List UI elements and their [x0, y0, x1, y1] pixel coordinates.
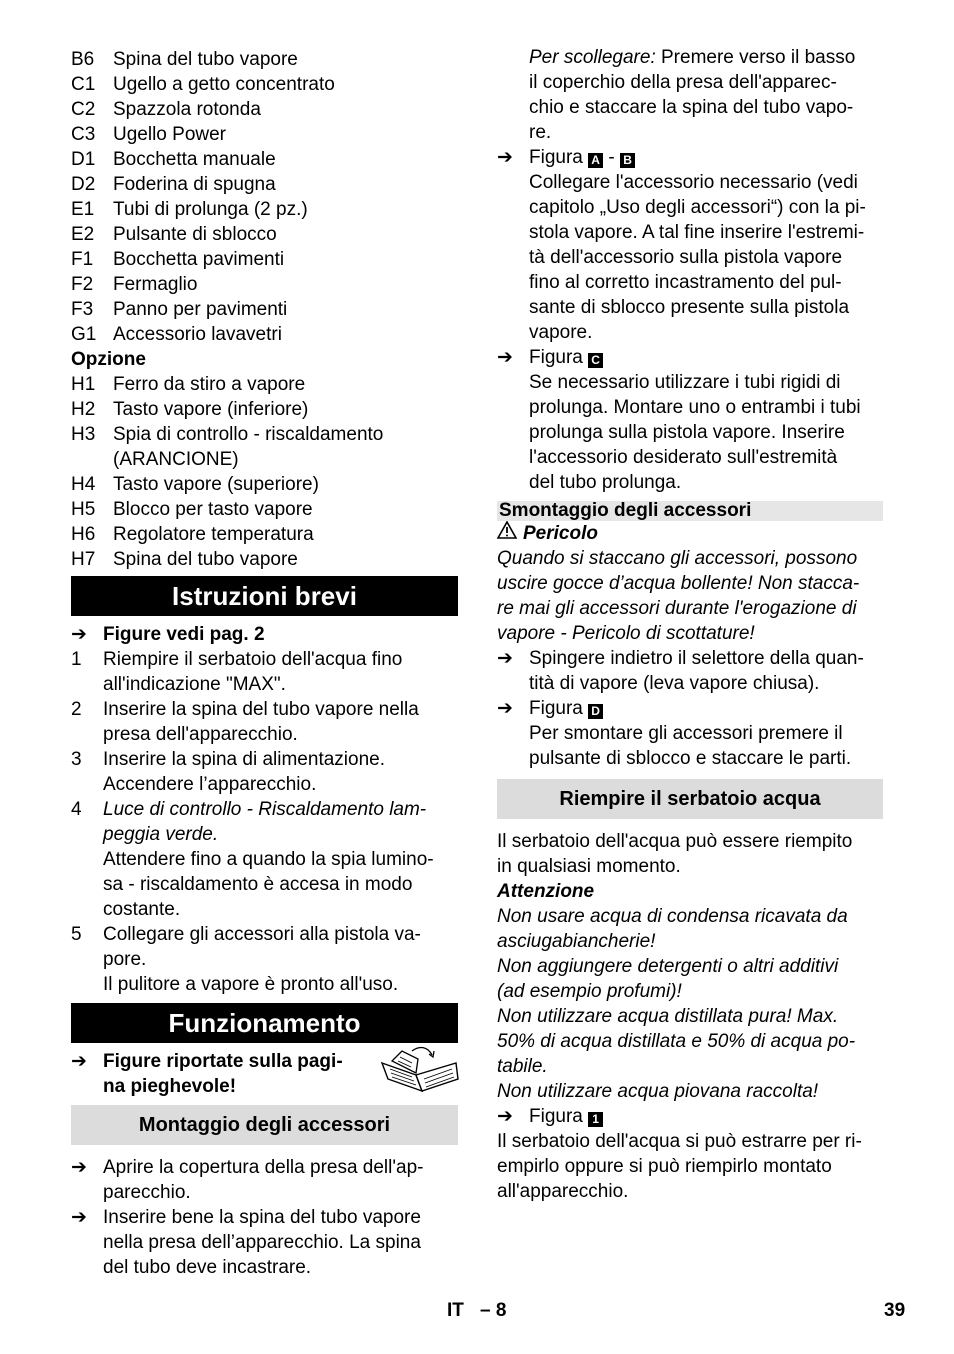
item-body — [113, 422, 383, 472]
item-label: Ugello Power — [113, 124, 226, 145]
item-code: H6 — [71, 524, 96, 545]
footer-local-page: – 8 — [480, 1300, 507, 1321]
list-item — [71, 322, 458, 347]
danger-line: vapore - Pericolo di scottature! — [497, 623, 755, 644]
push-line-2: tità di vapore (leva vapore chiusa). — [529, 673, 820, 694]
figure-key-1: 1 — [588, 1112, 603, 1127]
disconnect-line-1: Premere verso il basso — [655, 47, 856, 68]
parts-list — [71, 47, 458, 347]
list-item — [71, 547, 458, 572]
fill-line-1: Il serbatoio dell'acqua può essere riempito — [497, 831, 853, 852]
item-label: Bocchetta manuale — [113, 149, 276, 170]
figure-key-a: A — [588, 153, 603, 168]
attention-line: Non aggiungere detergenti o altri additivi — [497, 956, 839, 977]
step-number: 2 — [71, 699, 82, 720]
quick-instructions-heading: Istruzioni brevi — [71, 576, 458, 616]
item-label: Spia di controllo - riscaldamento — [113, 424, 384, 445]
arrow-icon: ➔ — [497, 648, 513, 669]
item-label: Accessorio lavavetri — [113, 324, 282, 345]
item-body — [113, 197, 308, 222]
item-code: H4 — [71, 474, 96, 495]
fill-tank-heading: Riempire il serbatoio acqua — [497, 779, 883, 819]
list-item — [71, 222, 458, 247]
attention-line: Non usare acqua di condensa ricavata da — [497, 906, 848, 927]
list-item — [71, 97, 458, 122]
option-heading: Opzione — [71, 349, 146, 370]
tube-line: prolunga sulla pistola vapore. Inserire — [529, 422, 845, 443]
tube-line: del tubo prolunga. — [529, 472, 682, 493]
step4-text-2: sa - riscaldamento è accesa in modo — [103, 874, 413, 895]
danger-line: uscire gocce d’acqua bollente! Non stacca- — [497, 573, 860, 594]
figure-word: Figura — [529, 1106, 583, 1127]
arrow-icon: ➔ — [71, 1051, 87, 1072]
option-list — [71, 372, 458, 572]
left-column — [71, 47, 458, 1280]
step-line: Accendere l’apparecchio. — [103, 774, 317, 795]
figure-word: Figura — [529, 147, 583, 168]
list-item — [71, 272, 458, 297]
dismount-line-1: Per smontare gli accessori premere il — [529, 723, 843, 744]
item-label: Blocco per tasto vapore — [113, 499, 313, 520]
attention-line: Non utilizzare acqua piovana raccolta! — [497, 1081, 819, 1102]
item-body — [113, 297, 287, 322]
disconnect-line-2: il coperchio della presa dell'apparec- — [529, 72, 837, 93]
fold-line-2: na pieghevole! — [103, 1076, 237, 1097]
tube-line: Se necessario utilizzare i tubi rigidi di — [529, 372, 841, 393]
item-label: Pulsante di sblocco — [113, 224, 277, 245]
arrow-icon: ➔ — [71, 624, 87, 645]
list-item — [71, 72, 458, 97]
connect-line: vapore. — [529, 322, 593, 343]
item-body — [113, 172, 276, 197]
mount-item — [71, 1205, 458, 1280]
danger-label: Pericolo — [523, 523, 598, 544]
push-line-1: Spingere indietro il selettore della quan- — [529, 648, 864, 669]
danger-line: Quando si staccano gli accessori, possono — [497, 548, 858, 569]
dismount-line-2: pulsante di sblocco e staccare le parti. — [529, 748, 852, 769]
item-code: G1 — [71, 324, 97, 345]
disconnect-line-4: re. — [529, 122, 552, 143]
item-code: D1 — [71, 149, 96, 170]
mount-item-body — [103, 1205, 421, 1280]
step4-italic-1: Luce di controllo - Riscaldamento lam- — [103, 799, 427, 820]
list-item — [71, 197, 458, 222]
arrow-icon: ➔ — [71, 1157, 87, 1178]
item-code: H1 — [71, 374, 96, 395]
item-code: F1 — [71, 249, 94, 270]
item-label: Fermaglio — [113, 274, 198, 295]
list-item — [71, 122, 458, 147]
item-code: H2 — [71, 399, 96, 420]
connect-line: tà dell'accessorio sulla pistola vapore — [529, 247, 843, 268]
connect-text — [529, 170, 866, 345]
item-body — [113, 547, 298, 572]
right-column — [497, 45, 883, 1204]
see-figures-text: Figure vedi pag. 2 — [103, 624, 265, 645]
danger-line: re mai gli accessori durante l'erogazione di — [497, 598, 857, 619]
step-line: Inserire la spina di alimentazione. — [103, 749, 385, 770]
arrow-icon: ➔ — [497, 347, 513, 368]
attention-line: tabile. — [497, 1056, 548, 1077]
step5-line-3: Il pulitore a vapore è pronto all'uso. — [103, 974, 399, 995]
list-item — [71, 522, 458, 547]
figure-word: Figura — [529, 698, 583, 719]
item-body — [113, 472, 319, 497]
quick-step-4 — [71, 797, 458, 922]
item-code: H5 — [71, 499, 96, 520]
step-number: 1 — [71, 649, 82, 670]
arrow-icon: ➔ — [497, 147, 513, 168]
figure-d-ref — [497, 696, 883, 771]
footer-page-number: 39 — [884, 1300, 906, 1321]
item-label: Spina del tubo vapore — [113, 549, 298, 570]
item-label: Spina del tubo vapore — [113, 49, 298, 70]
item-code: C2 — [71, 99, 96, 120]
mount-line: del tubo deve incastrare. — [103, 1257, 312, 1278]
item-body — [113, 72, 335, 97]
disconnect-label: Per scollegare: — [529, 47, 656, 68]
figure-a-b-ref — [497, 145, 883, 345]
tank-line: empirlo oppure si può riempirlo montato — [497, 1156, 832, 1177]
danger-text — [497, 546, 883, 646]
item-label: Spazzola rotonda — [113, 99, 261, 120]
list-item — [71, 147, 458, 172]
mount-line: Inserire bene la spina del tubo vapore — [103, 1207, 421, 1228]
item-body — [113, 322, 282, 347]
quick-step — [71, 647, 458, 697]
list-item — [71, 497, 458, 522]
item-code: H7 — [71, 549, 96, 570]
item-label-cont: (ARANCIONE) — [113, 449, 239, 470]
item-body — [113, 497, 313, 522]
item-body — [113, 247, 284, 272]
attention-line: Non utilizzare acqua distillata pura! Max. — [497, 1006, 839, 1027]
figure-c-ref — [497, 345, 883, 495]
mount-item — [71, 1155, 458, 1205]
tube-line: prolunga. Montare uno o entrambi i tubi — [529, 397, 861, 418]
list-item — [71, 47, 458, 72]
attention-label: Attenzione — [497, 881, 595, 902]
item-body — [113, 522, 314, 547]
step5-line-2: pore. — [103, 949, 147, 970]
item-body — [113, 372, 305, 397]
list-item — [71, 397, 458, 422]
quick-step — [71, 747, 458, 797]
item-code: D2 — [71, 174, 96, 195]
attention-line: (ad esempio profumi)! — [497, 981, 682, 1002]
fold-line-1: Figure riportate sulla pagi- — [103, 1051, 343, 1072]
item-label: Panno per pavimenti — [113, 299, 288, 320]
figure-1-ref — [497, 1104, 883, 1129]
warning-triangle-icon — [497, 521, 523, 546]
figure-key-c: C — [588, 353, 603, 368]
step-line: presa dell'apparecchio. — [103, 724, 298, 745]
attention-line: asciugabiancherie! — [497, 931, 656, 952]
arrow-icon: ➔ — [497, 698, 513, 719]
item-body — [113, 222, 277, 247]
tank-line: all'apparecchio. — [497, 1181, 629, 1202]
quick-step — [71, 697, 458, 747]
step4-text-3: costante. — [103, 899, 181, 920]
step4-text-1: Attendere fino a quando la spia lumino- — [103, 849, 434, 870]
item-body — [113, 147, 276, 172]
item-code: E2 — [71, 224, 95, 245]
step-number: 5 — [71, 924, 82, 945]
tank-line: Il serbatoio dell'acqua si può estrarre per ri- — [497, 1131, 862, 1152]
list-item — [71, 172, 458, 197]
fold-out-book-icon — [378, 1045, 460, 1093]
see-figures-note — [71, 622, 458, 647]
mount-item-body — [103, 1155, 423, 1205]
step-body — [103, 747, 385, 797]
connect-line: fino al corretto incastramento del pul- — [529, 272, 842, 293]
arrow-icon: ➔ — [497, 1106, 513, 1127]
item-code: F2 — [71, 274, 94, 295]
item-label: Ugello a getto concentrato — [113, 74, 335, 95]
item-code: H3 — [71, 424, 96, 445]
item-label: Tasto vapore (inferiore) — [113, 399, 309, 420]
step-line: all'indicazione "MAX". — [103, 674, 286, 695]
mount-line: parecchio. — [103, 1182, 191, 1203]
operation-heading: Funzionamento — [71, 1003, 458, 1043]
quick-step-5 — [71, 922, 458, 997]
push-back-instruction — [497, 646, 883, 696]
arrow-icon: ➔ — [71, 1207, 87, 1228]
item-code: C1 — [71, 74, 96, 95]
step-line: Riempire il serbatoio dell'acqua fino — [103, 649, 403, 670]
fill-line-2: in qualsiasi momento. — [497, 856, 681, 877]
attention-text — [497, 904, 883, 1104]
step-body — [103, 697, 419, 747]
attention-line: 50% di acqua distillata e 50% di acqua po- — [497, 1031, 856, 1052]
quick-steps — [71, 647, 458, 797]
item-code: C3 — [71, 124, 96, 145]
step4-italic-2: peggia verde. — [103, 824, 219, 845]
item-code: F3 — [71, 299, 94, 320]
connect-line: Collegare l'accessorio necessario (vedi — [529, 172, 858, 193]
item-label: Bocchetta pavimenti — [113, 249, 285, 270]
step5-line-1: Collegare gli accessori alla pistola va- — [103, 924, 421, 945]
step-number: 4 — [71, 799, 82, 820]
tank-text — [497, 1129, 883, 1204]
disconnect-line-3: chio e staccare la spina del tubo vapo- — [529, 97, 854, 118]
item-body — [113, 97, 261, 122]
mount-line: nella presa dell’apparecchio. La spina — [103, 1232, 421, 1253]
item-label: Foderina di spugna — [113, 174, 276, 195]
item-code: E1 — [71, 199, 95, 220]
connect-line: sante di sblocco presente sulla pistola — [529, 297, 850, 318]
step-body — [103, 647, 402, 697]
list-item — [71, 297, 458, 322]
tube-line: l'accessorio desiderato sull'estremità — [529, 447, 838, 468]
mount-items — [71, 1155, 458, 1280]
step-line: Inserire la spina del tubo vapore nella — [103, 699, 419, 720]
figure-separator: - — [608, 147, 615, 168]
item-code: B6 — [71, 49, 95, 70]
item-label: Ferro da stiro a vapore — [113, 374, 306, 395]
step-number: 3 — [71, 749, 82, 770]
connect-line: stola vapore. A tal fine inserire l'estremi- — [529, 222, 865, 243]
item-body — [113, 272, 197, 297]
dismount-heading: Smontaggio degli accessori — [497, 501, 883, 521]
figure-key-b: B — [620, 153, 635, 168]
danger-label-row — [497, 521, 883, 546]
mount-accessories-heading: Montaggio degli accessori — [71, 1105, 458, 1145]
item-body — [113, 122, 226, 147]
tube-text — [529, 370, 861, 495]
item-label: Tubi di prolunga (2 pz.) — [113, 199, 308, 220]
item-body — [113, 47, 298, 72]
item-label: Regolatore temperatura — [113, 524, 314, 545]
item-label: Tasto vapore (superiore) — [113, 474, 319, 495]
figure-key-d: D — [588, 704, 603, 719]
disconnect-block — [497, 45, 883, 145]
list-item — [71, 472, 458, 497]
list-item — [71, 247, 458, 272]
list-item — [71, 372, 458, 397]
mount-line: Aprire la copertura della presa dell'ap- — [103, 1157, 424, 1178]
connect-line: capitolo „Uso degli accessori“) con la pi- — [529, 197, 866, 218]
figure-word: Figura — [529, 347, 583, 368]
list-item — [71, 422, 458, 472]
footer-language: IT — [447, 1300, 464, 1321]
item-body — [113, 397, 308, 422]
